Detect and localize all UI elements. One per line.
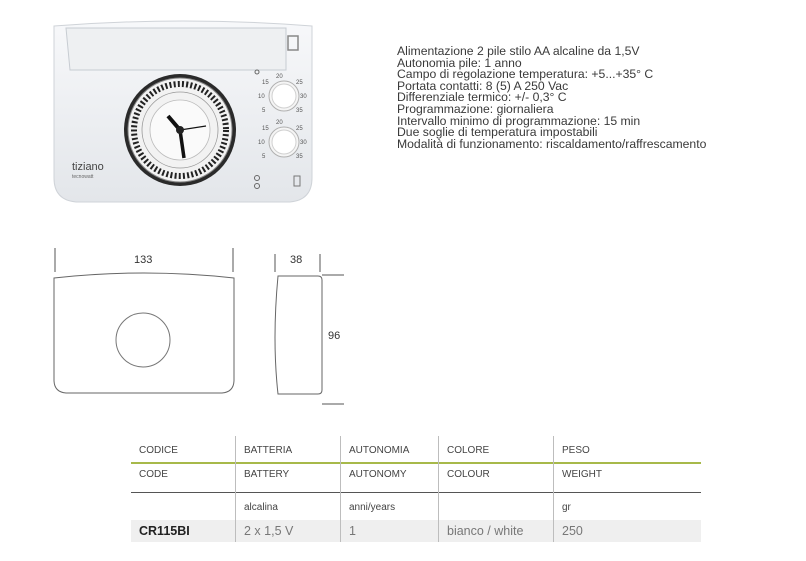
dimension-width: 133	[134, 254, 153, 266]
cell-battery: 2 x 1,5 V	[244, 524, 294, 538]
unit-battery: alcalina	[244, 502, 278, 513]
cell-code: CR115BI	[139, 524, 190, 538]
dimension-depth: 38	[290, 254, 303, 266]
brand-logo: tiziano	[72, 161, 104, 173]
svg-text:5: 5	[262, 154, 266, 160]
cell-weight: 250	[562, 524, 583, 538]
svg-text:15: 15	[262, 80, 269, 86]
svg-text:10: 10	[258, 140, 265, 146]
unit-code	[131, 497, 236, 519]
column-divider	[340, 436, 341, 542]
header-weight-it: PESO	[562, 445, 590, 456]
header-colour-en: COLOUR	[447, 469, 490, 480]
header-battery-en: BATTERY	[244, 469, 290, 480]
table-header-it	[131, 440, 701, 462]
header-weight-en: WEIGHT	[562, 469, 602, 480]
svg-text:30: 30	[300, 140, 307, 146]
dimension-drawing	[40, 240, 360, 410]
svg-text:15: 15	[262, 126, 269, 132]
cell-autonomy: 1	[349, 524, 356, 538]
header-colour-it: COLORE	[447, 445, 490, 456]
column-divider	[235, 436, 236, 542]
unit-autonomy: anni/years	[349, 502, 396, 513]
column-divider	[553, 436, 554, 542]
table-header-en	[131, 464, 701, 486]
header-code-en: CODE	[139, 469, 168, 480]
spec-item: Campo di regolazione temperatura: +5...+35° C	[397, 67, 654, 82]
table-divider	[131, 492, 701, 493]
table-row	[131, 520, 701, 542]
svg-text:25: 25	[296, 126, 303, 132]
unit-colour	[439, 497, 554, 519]
header-battery-it: BATTERIA	[244, 445, 293, 456]
svg-text:35: 35	[296, 108, 303, 114]
svg-text:30: 30	[300, 94, 307, 100]
svg-text:5: 5	[262, 108, 266, 114]
svg-text:25: 25	[296, 80, 303, 86]
column-divider	[438, 436, 439, 542]
product-photo	[48, 18, 318, 206]
table-units-row	[131, 497, 701, 519]
spec-item: Intervallo minimo di programmazione: 15 min	[397, 113, 641, 128]
header-autonomy-it: AUTONOMIA	[349, 445, 410, 456]
spec-item: Differenziale termico: +/- 0,3° C	[397, 90, 567, 105]
spec-item: Autonomia pile: 1 anno	[397, 55, 522, 70]
spec-item: Programmazione: giornaliera	[397, 101, 554, 116]
svg-text:10: 10	[258, 94, 265, 100]
cell-colour: bianco / white	[447, 524, 524, 538]
spec-item: Modalità di funzionamento: riscaldamento/raffrescamento	[397, 136, 707, 151]
svg-text:35: 35	[296, 154, 303, 160]
spec-item: Due soglie di temperatura impostabili	[397, 125, 598, 140]
header-code-it: CODICE	[139, 445, 178, 456]
spec-item: Alimentazione 2 pile stilo AA alcaline da 1,5V	[397, 44, 640, 58]
svg-text:20: 20	[276, 74, 283, 80]
spec-list	[397, 46, 797, 150]
unit-weight: gr	[562, 502, 571, 513]
svg-text:20: 20	[276, 120, 283, 126]
spec-item: Portata contatti: 8 (5) A 250 Vac	[397, 78, 569, 93]
dimension-height: 96	[328, 330, 341, 342]
brand-sub: tecnowatt	[72, 174, 94, 180]
header-autonomy-en: AUTONOMY	[349, 469, 407, 480]
